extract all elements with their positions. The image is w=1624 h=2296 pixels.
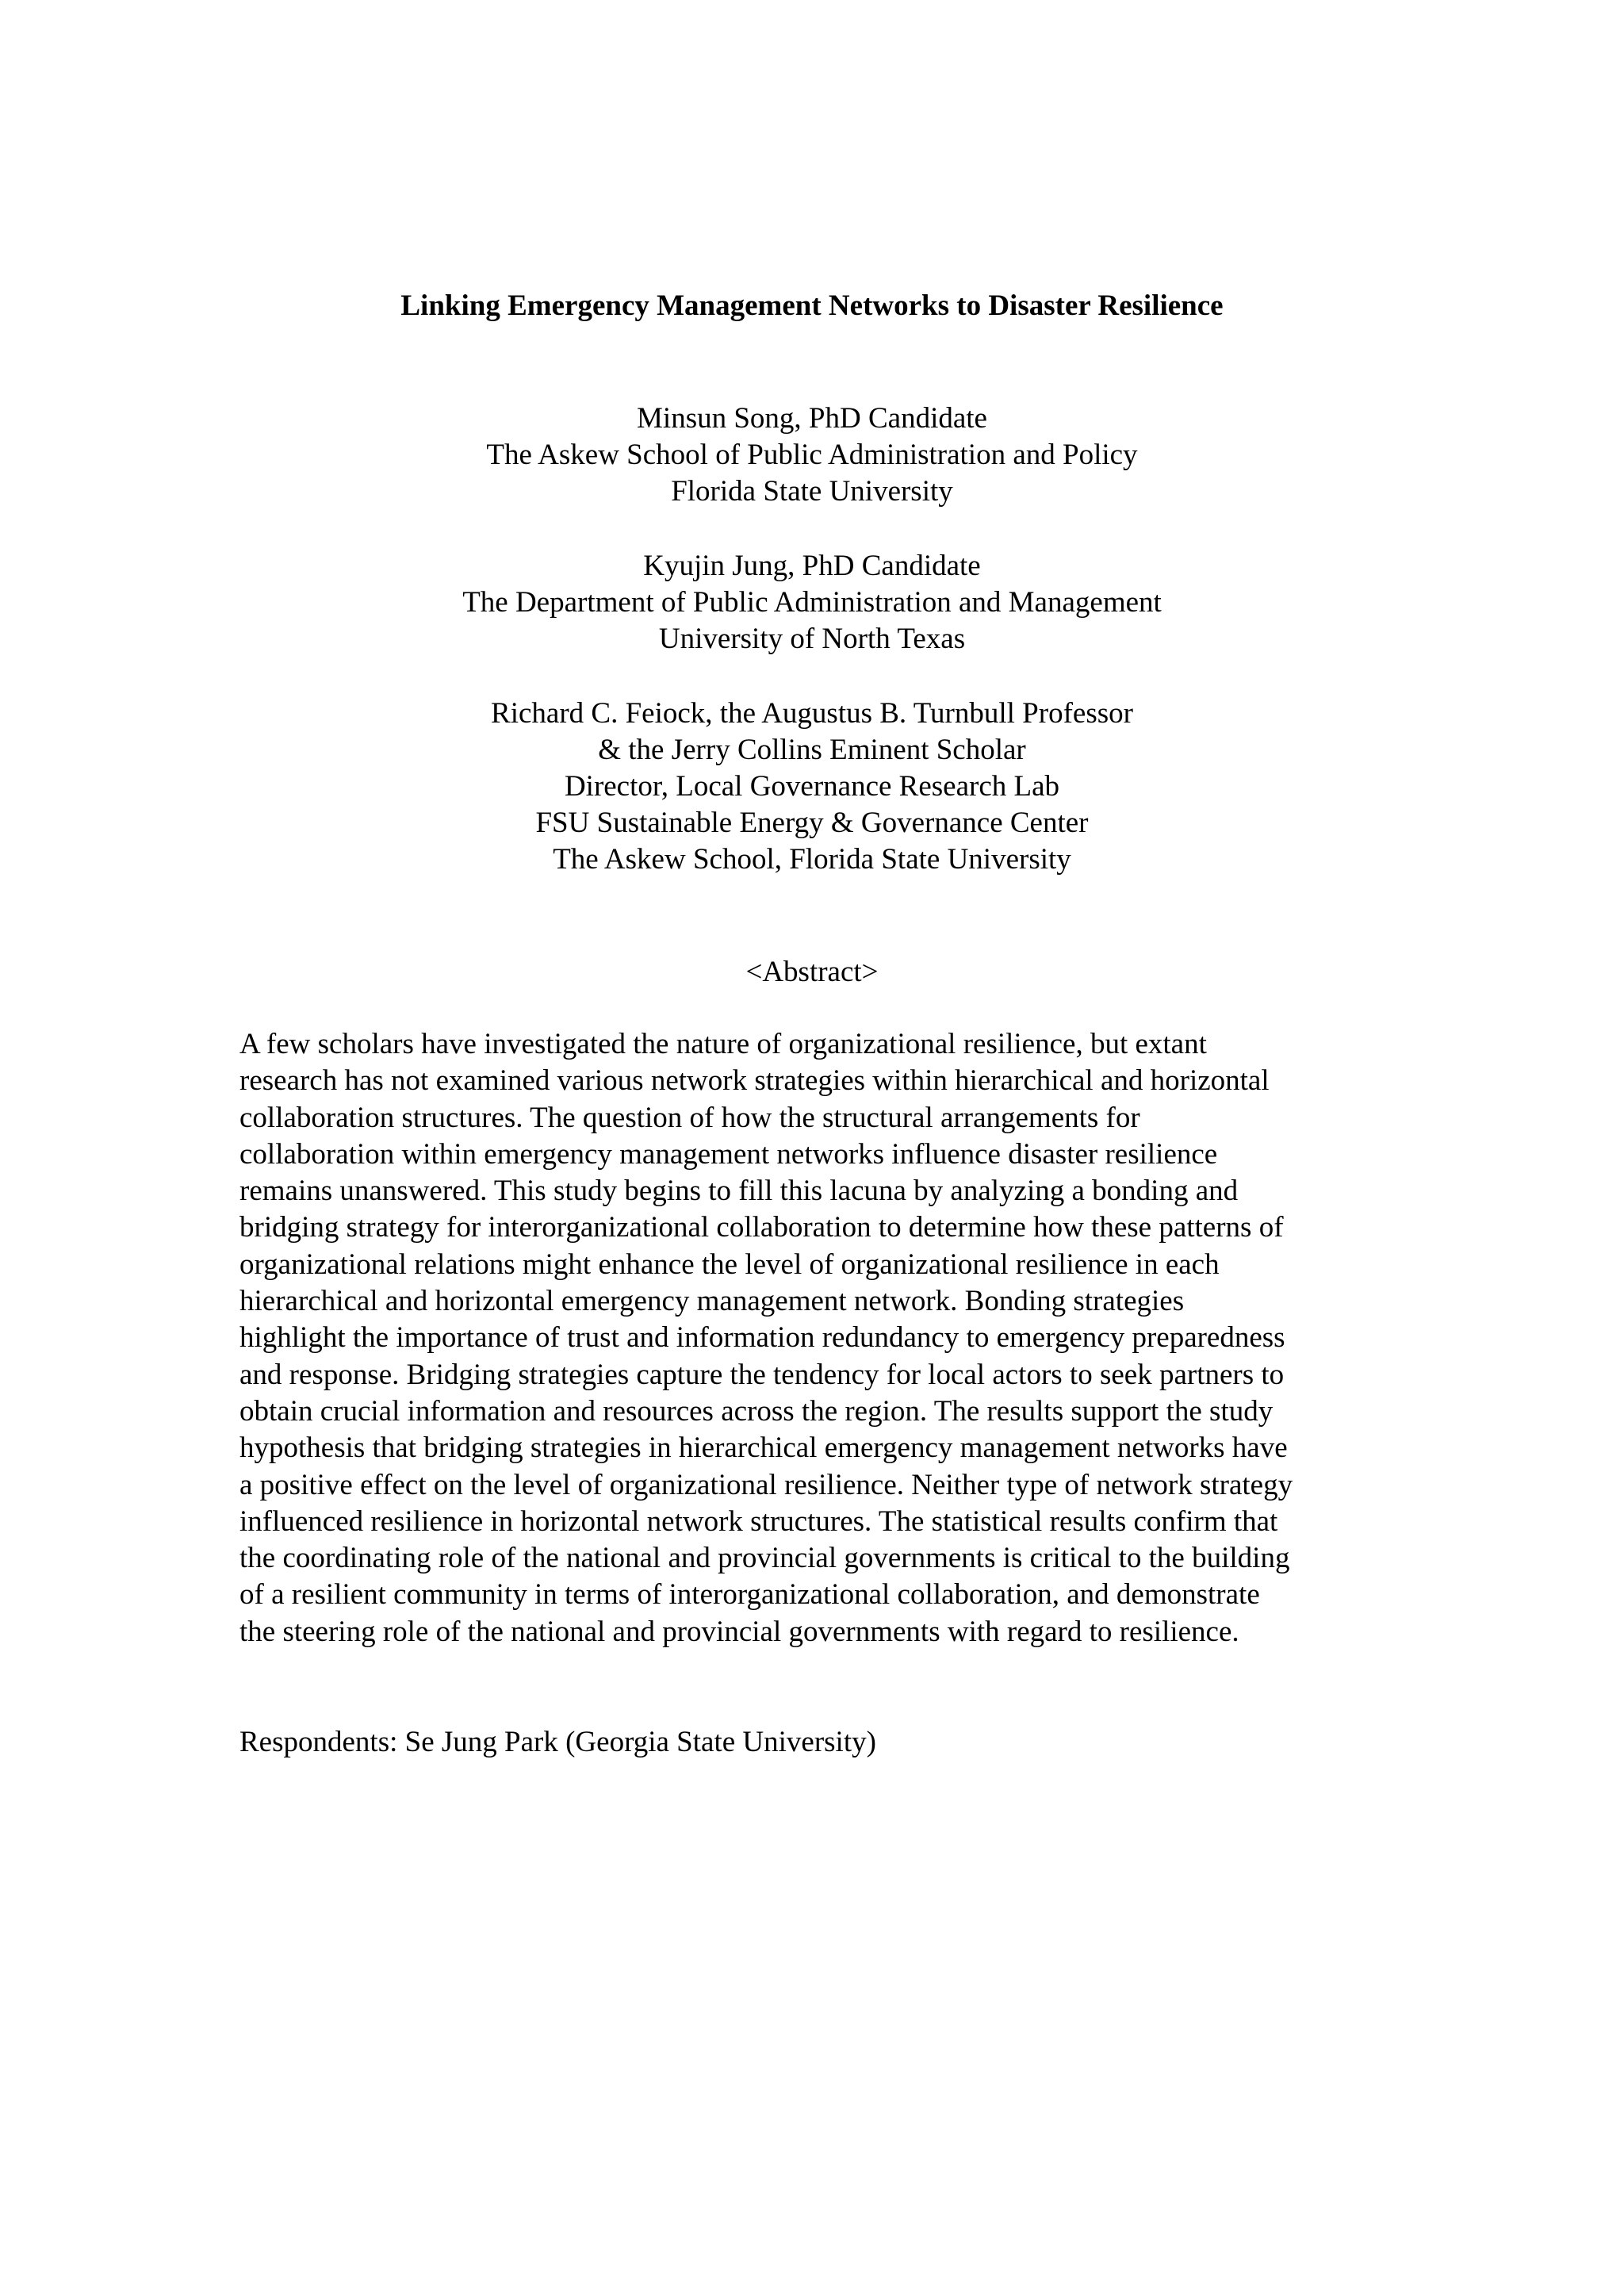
abstract-line: influenced resilience in horizontal network structures. The statistical results confirm that <box>239 1504 1278 1538</box>
paper-title: Linking Emergency Management Networks to Disaster Resilience <box>400 289 1224 322</box>
author-name: Richard C. Feiock, the Augustus B. Turnbull Professor <box>491 697 1133 730</box>
author-block-jung <box>0 548 1624 657</box>
abstract-line: highlight the importance of trust and information redundancy to emergency preparedness <box>239 1321 1285 1355</box>
abstract-line: bridging strategy for interorganizational collaboration to determine how these patterns of <box>239 1211 1284 1244</box>
abstract-line: remains unanswered. This study begins to fill this lacuna by analyzing a bonding and <box>239 1175 1239 1208</box>
author-institution: The Askew School, Florida State University <box>553 843 1071 876</box>
author-affiliation: The Askew School of Public Administration and Policy <box>486 439 1138 471</box>
abstract-line: a positive effect on the level of organizational resilience. Neither type of network strategy <box>239 1468 1293 1501</box>
abstract-line: hierarchical and horizontal emergency management network. Bonding strategies <box>239 1285 1185 1318</box>
author-affiliation: FSU Sustainable Energy & Governance Center <box>535 807 1089 839</box>
abstract-line: research has not examined various network strategies within hierarchical and horizontal <box>239 1064 1270 1098</box>
author-affiliation: Director, Local Governance Research Lab <box>564 770 1060 803</box>
respondents-line: Respondents: Se Jung Park (Georgia State University) <box>239 1726 876 1758</box>
abstract-body <box>239 1026 1405 1650</box>
author-institution: Florida State University <box>671 475 953 508</box>
author-block-feiock <box>0 696 1624 878</box>
abstract-line: A few scholars have investigated the nature of organizational resilience, but extant <box>239 1028 1207 1060</box>
abstract-line: the coordinating role of the national and provincial governments is critical to the building <box>239 1542 1290 1575</box>
author-name: Minsun Song, PhD Candidate <box>637 402 987 435</box>
abstract-line: of a resilient community in terms of interorganizational collaboration, and demonstrate <box>239 1578 1260 1612</box>
author-block-song <box>0 401 1624 510</box>
author-title: & the Jerry Collins Eminent Scholar <box>598 734 1026 766</box>
abstract-line: collaboration within emergency management networks influence disaster resilience <box>239 1137 1218 1171</box>
abstract-line: and response. Bridging strategies capture the tendency for local actors to seek partners to <box>239 1358 1285 1391</box>
author-institution: University of North Texas <box>658 623 966 655</box>
abstract-heading: <Abstract> <box>745 956 879 988</box>
abstract-line: hypothesis that bridging strategies in hierarchical emergency management networks have <box>239 1432 1288 1465</box>
abstract-line: obtain crucial information and resources across the region. The results support the study <box>239 1394 1274 1428</box>
abstract-line: collaboration structures. The question of how the structural arrangements for <box>239 1101 1140 1134</box>
author-affiliation: The Department of Public Administration and Management <box>462 586 1162 619</box>
author-name: Kyujin Jung, PhD Candidate <box>643 550 981 582</box>
abstract-line: the steering role of the national and provincial governments with regard to resilience. <box>239 1615 1239 1648</box>
abstract-line: organizational relations might enhance the level of organizational resilience in each <box>239 1248 1220 1281</box>
